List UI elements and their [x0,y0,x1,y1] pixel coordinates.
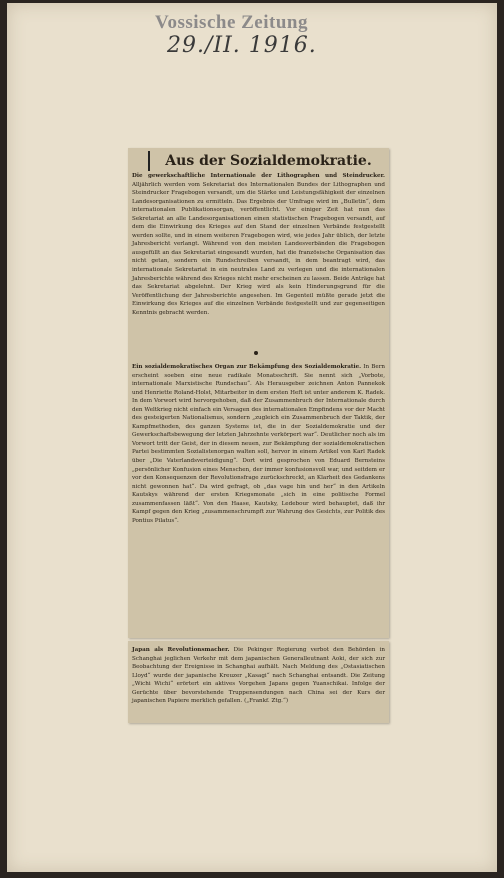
newspaper-clipping-japan [128,641,389,723]
margin-mark [148,151,150,171]
article-lithographen-text: Alljährlich werden vom Sekretariat des Internationalen Bundes der Lithographen und Steindrucker Fragebogen versandt, um die Stärke und Leistungsfähigkeit der einzelnen Landesorganisationen zu ermitteln. Das Ergebnis der Umfrage wird im „Bulletin“, dem internationalen Publikationsorgan, veröffentlicht. Vor einiger Zeit hat nun das Sekretariat an alle Landesorganisationen einen statistischen Fragebogen versandt, auf dem die Einwirkung des Krieges auf den Stand der einzelnen Verbände festgestellt werden sollte, und in einem weiteren Fragebogen wird, wie jedes Jahr üblich, der letzte Jahresbericht verlangt. Während von den meisten Landesverbänden die Fragebogen ausgefüllt an das Sekretariat eingesandt wurden, hat die französische Organisation das nicht getan, sondern ein Rundschreiben versandt, in dem beantragt wird, das internationale Sekretariat in ein neutrales Land zu verlegen und die internationalen Jahresberichte während des Krieges nicht mehr erscheinen zu lassen. Beide Anträge hat das Sekretariat abgelehnt. Der Krieg wird als kein Hinderungsgrund für die Veröffentlichung der Jahresberichte angesehen. Im Gegenteil müßte gerade jetzt die Einwirkung des Krieges auf die einzelnen Verbände festgestellt und zur gegenseitigen Kenntnis gebracht werden. [132,181,385,316]
newspaper-clipping-main [128,148,389,638]
section-separator-dot [254,351,258,355]
article-japan [132,646,385,706]
article-lithographen [132,172,385,317]
article-lithographen-lead: Die gewerkschaftliche Internationale der Lithographen und Steindrucker. [132,173,385,179]
handwritten-date: 29./II. 1916. [167,33,317,58]
article-vorbote-lead: Ein sozialdemokratisches Organ zur Bekämpfung des Sozialdemokratie. [132,364,362,370]
article-japan-text: Die Pekinger Regierung verbot den Behörden in Schanghai jeglichen Verkehr mit dem japanischen Generalleutnant Aoki, der sich zur Beobachtung der Ereignisse in Schanghai aufhält. Nach Meldung des „Ostasiatischen Lloyd“ wurde der japanische Kreuzer „Kasagi“ nach Schanghai entsandt. Die Zeitung „Wichi Wichi“ erörtert ein aktives Vorgehen Japans gegen Yuanschikai. Infolge der Gerüchte über bevorstehende Truppensendungen nach China sei der Kurs der japanischen Papiere merklich gefallen. („Frankf. Ztg.“) [132,647,385,705]
article-japan-lead: Japan als Revolutionsmacher. [132,647,230,653]
newspaper-stamp: Vossische Zeitung [155,12,308,33]
article-vorbote-text: In Bern erscheint soeben eine neue radikale Monatsschrift. Sie nennt sich „Vorbote, internationale Marxistische Rundschau“. Als Herausgeber zeichnen Anton Pannekok und Henriette Roland-Holst, Mitarbeiter in dem ersten Heft ist unter anderem K. Radek. In dem Vorwort wird hervorgehoben, daß der Zusammenbruch der Internationale durch den Weltkrieg nicht einfach ein Versagen des internationalen Empfindens vor der Macht des gesteigerten Nationalismus, sondern „zugleich ein Zusammenbruch der Taktik, der Kampfmethoden, des ganzen Systems ist, die in der Sozialdemokratie und der Gewerkschaftsbewegung der letzten Jahrzehnte verkörpert war“. Deutlicher noch als im Vorwort tritt der Geist, der in diesem neuen, zur Bekämpfung der sozialdemokratischen Partei bestimmten Sozialistenorgan walten soll, hervor in einem Artikel von Karl Radek über „Die Vaterlandsverteidigung“. Dort wird gesprochen von Eduard Bernsteins „persönlicher Konfusion eines Menschen, der immer konfusionsvoll war, und seitdem er vor den Konsequenzen der Revolutionsfrage zurückschreckt, an Klarheit des Gedankens nicht gewonnen hat“. Da wird gefragt, ob „das vage hin und her“ in den Artikeln Kautskys während der ersten Kriegsmonate „sich in eine politische Formel zusammenfassen läßt“. Von den Haase, Kautsky, Ledebour wird behauptet, daß ihr Kampf gegen den Krieg „zusammenschrumpft zur Wahrung des Gesichts, zur Politik des Pontius Pilatus“. [132,364,386,524]
article-headline: Aus der Sozialdemokratie. [165,153,372,169]
article-vorbote [132,363,385,525]
